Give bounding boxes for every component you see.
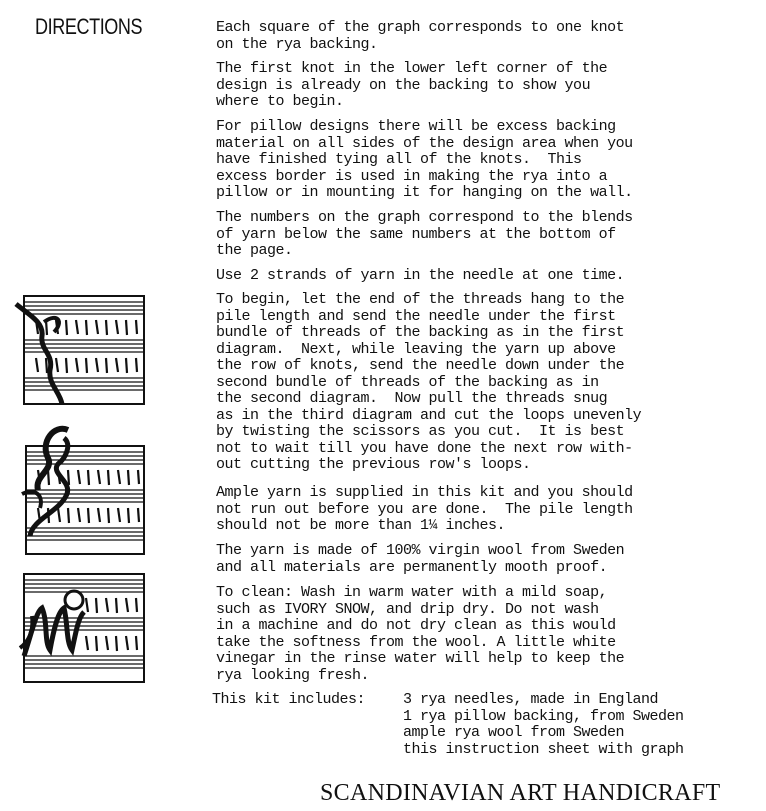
rya-knot-step-1-icon: [14, 292, 150, 408]
paragraph-graph-squares: Each square of the graph corresponds to one knot on the rya backing.: [216, 19, 625, 53]
kit-item: 3 rya needles, made in England: [403, 691, 659, 708]
kit-item: this instruction sheet with graph: [403, 740, 684, 758]
paragraph-ample-yarn: Ample yarn is supplied in this kit and you should not run out before you are done. The pile length should not be more than 1¼ inches.: [216, 484, 633, 534]
rya-knot-step-3-icon: [14, 572, 150, 686]
kit-includes-label: This kit includes:: [212, 691, 366, 708]
paragraph-to-begin: To begin, let the end of the threads hang to the pile length and send the needle under the first bundle of threads of the backing as in the first diagram. Next, while leaving the yarn up above the row of knots, send the needle down under the second bundle of threads of the backing as in the second diagram. Now pull the threads snug as in the third diagram and cut the loops unevenly by twisting the scissors as you cut. It is best not to wait till you have done the next row with- out cutting the previous row's loops.: [216, 291, 642, 473]
paragraph-graph-numbers: The numbers on the graph correspond to the blends of yarn below the same numbers at the bottom of the page.: [216, 209, 633, 259]
page-title: DIRECTIONS: [35, 14, 143, 39]
kit-item: ample rya wool from Sweden: [403, 724, 625, 741]
rya-knot-step-2-icon: [14, 424, 150, 558]
paragraph-pillow-designs: For pillow designs there will be excess backing material on all sides of the design area when you have finished tying all of the knots. This excess border is used in making the rya into a pillow or in mounting it for hanging on the wall.: [216, 118, 633, 201]
paragraph-to-clean: To clean: Wash in warm water with a mild soap, such as IVORY SNOW, and drip dry. Do not wash in a machine and do not dry clean as this would take the softness from the wool. A little white vinegar in the rinse water will help to keep the rya looking fresh.: [216, 584, 625, 684]
paragraph-yarn-material: The yarn is made of 100% virgin wool from Sweden and all materials are permanently mooth proof.: [216, 542, 625, 576]
paragraph-strands: Use 2 strands of yarn in the needle at one time.: [216, 267, 625, 284]
company-name: SCANDINAVIAN ART HANDICRAFT: [320, 780, 721, 806]
kit-includes-list: [403, 692, 684, 758]
paragraph-first-knot: The first knot in the lower left corner of the design is already on the backing to show you where to begin.: [216, 60, 608, 110]
kit-item: 1 rya pillow backing, from Sweden: [403, 707, 684, 725]
